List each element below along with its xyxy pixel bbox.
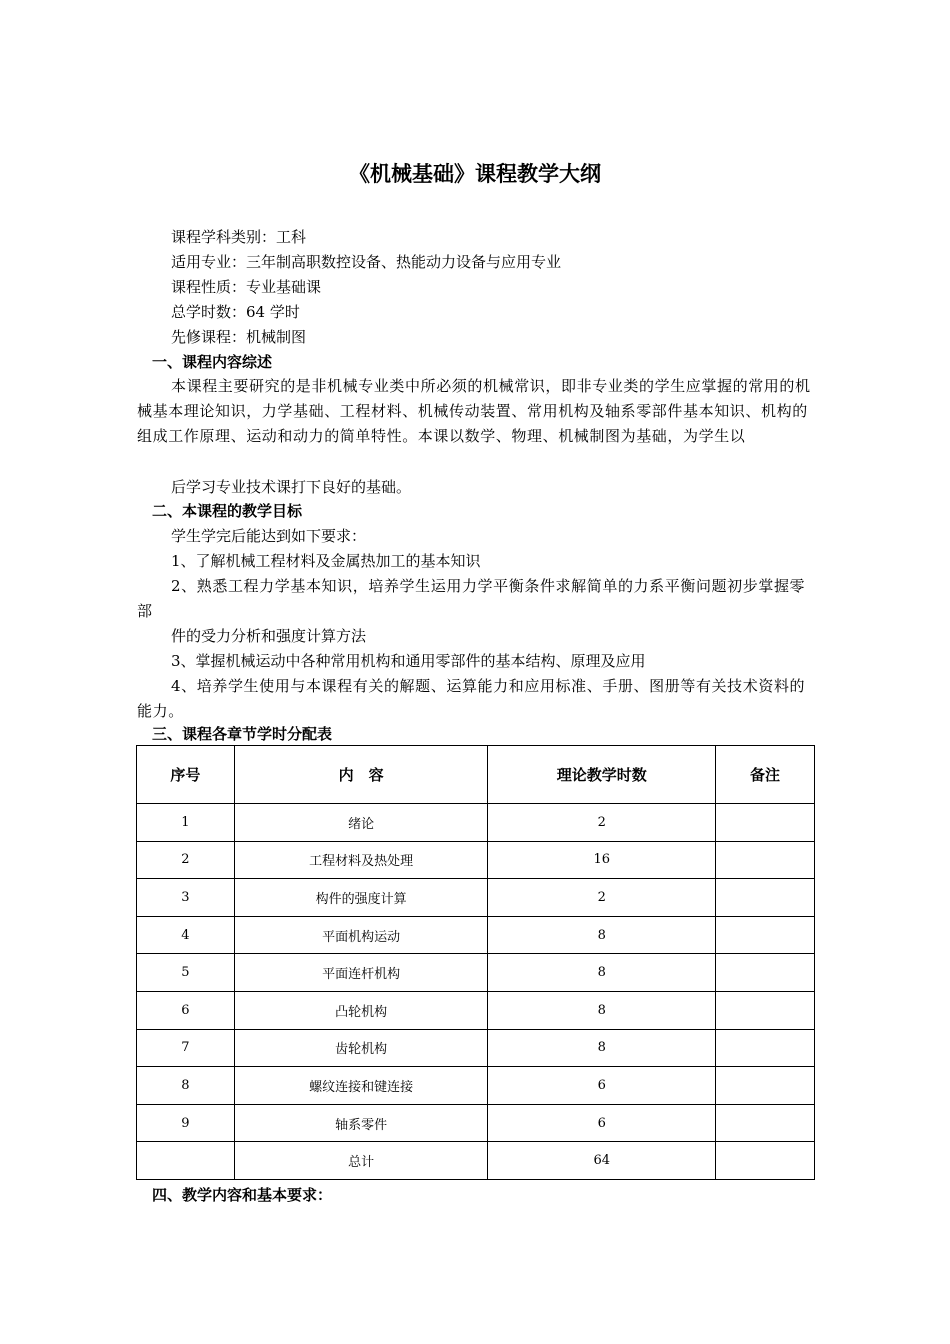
- cell-number: 9: [137, 1104, 235, 1142]
- cell-remarks: [716, 1142, 815, 1180]
- section-3-heading: 三、课程各章节学时分配表: [152, 725, 333, 743]
- cell-remarks: [716, 991, 815, 1029]
- cell-number: 7: [137, 1029, 235, 1067]
- section-1-paragraph-cont: 后学习专业技术课打下良好的基础。: [171, 478, 412, 496]
- goal-item-2: 2、熟悉工程力学基本知识，培养学生运用力学平衡条件求解简单的力系平衡问题初步掌握零部: [137, 577, 806, 620]
- table-row: [137, 841, 815, 879]
- goal-item-4: 4、培养学生使用与本课程有关的解题、运算能力和应用标准、手册、图册等有关技术资料的能力。: [137, 677, 806, 720]
- cell-hours: 8: [488, 991, 716, 1029]
- cell-hours: 2: [488, 804, 716, 842]
- header-number: 序号: [137, 746, 235, 804]
- section-2-intro: 学生学完后能达到如下要求：: [171, 527, 367, 545]
- cell-content: 轴系零件: [234, 1104, 488, 1142]
- cell-content: 工程材料及热处理: [234, 841, 488, 879]
- cell-content: 构件的强度计算: [234, 879, 488, 917]
- goal-item-2-cont: 件的受力分析和强度计算方法: [171, 627, 367, 645]
- header-hours: 理论教学时数: [488, 746, 716, 804]
- cell-hours: 8: [488, 1029, 716, 1067]
- cell-content: 平面连杆机构: [234, 954, 488, 992]
- info-total-hours: 总学时数：64 学时: [171, 303, 300, 321]
- section-1-heading: 一、课程内容综述: [152, 353, 273, 371]
- cell-number: 8: [137, 1067, 235, 1105]
- cell-remarks: [716, 916, 815, 954]
- cell-remarks: [716, 954, 815, 992]
- table-row: [137, 879, 815, 917]
- cell-remarks: [716, 804, 815, 842]
- table-row: [137, 1067, 815, 1105]
- info-applicable-major: 适用专业：三年制高职数控设备、热能动力设备与应用专业: [171, 253, 562, 271]
- section-1-paragraph: 本课程主要研究的是非机械专业类中所必须的机械常识，即非专业类的学生应掌握的常用的机械基本理论知识，力学基础、工程材料、机械传动装置、常用机构及轴系零部件基本知识、机构的组成工作原理、运动和动力的简单特性。本课以数学、物理、机械制图为基础，为学生以: [137, 377, 811, 445]
- cell-number: 3: [137, 879, 235, 917]
- table-total-row: [137, 1142, 815, 1180]
- info-subject-category: 课程学科类别：工科: [171, 228, 307, 246]
- cell-remarks: [716, 879, 815, 917]
- cell-number: [137, 1142, 235, 1180]
- cell-number: 1: [137, 804, 235, 842]
- cell-remarks: [716, 1029, 815, 1067]
- table-header-row: [137, 746, 815, 804]
- table-row: [137, 916, 815, 954]
- header-content: 内 容: [234, 746, 488, 804]
- cell-hours: 2: [488, 879, 716, 917]
- section-2-heading: 二、本课程的教学目标: [152, 502, 303, 520]
- cell-hours: 16: [488, 841, 716, 879]
- table-row: [137, 991, 815, 1029]
- cell-hours: 6: [488, 1104, 716, 1142]
- page-title: 《机械基础》课程教学大纲: [349, 162, 601, 186]
- cell-number: 2: [137, 841, 235, 879]
- section-4-heading: 四、教学内容和基本要求：: [152, 1186, 333, 1204]
- cell-number: 5: [137, 954, 235, 992]
- cell-content: 绪论: [234, 804, 488, 842]
- cell-number: 4: [137, 916, 235, 954]
- header-remarks: 备注: [716, 746, 815, 804]
- cell-number: 6: [137, 991, 235, 1029]
- cell-hours: 6: [488, 1067, 716, 1105]
- cell-hours: 8: [488, 916, 716, 954]
- info-course-nature: 课程性质：专业基础课: [171, 278, 322, 296]
- table-row: [137, 1029, 815, 1067]
- cell-content: 凸轮机构: [234, 991, 488, 1029]
- table-row: [137, 804, 815, 842]
- cell-content: 齿轮机构: [234, 1029, 488, 1067]
- cell-remarks: [716, 841, 815, 879]
- goal-item-3: 3、掌握机械运动中各种常用机构和通用零部件的基本结构、原理及应用: [171, 652, 646, 670]
- table-row: [137, 1104, 815, 1142]
- table-row: [137, 954, 815, 992]
- cell-remarks: [716, 1104, 815, 1142]
- cell-content: 平面机构运动: [234, 916, 488, 954]
- cell-remarks: [716, 1067, 815, 1105]
- goal-item-1: 1、了解机械工程材料及金属热加工的基本知识: [171, 552, 481, 570]
- cell-hours: 64: [488, 1142, 716, 1180]
- cell-content: 螺纹连接和键连接: [234, 1067, 488, 1105]
- hours-allocation-table: [136, 745, 815, 1180]
- cell-hours: 8: [488, 954, 716, 992]
- cell-content: 总计: [234, 1142, 488, 1180]
- info-prerequisite: 先修课程：机械制图: [171, 328, 307, 346]
